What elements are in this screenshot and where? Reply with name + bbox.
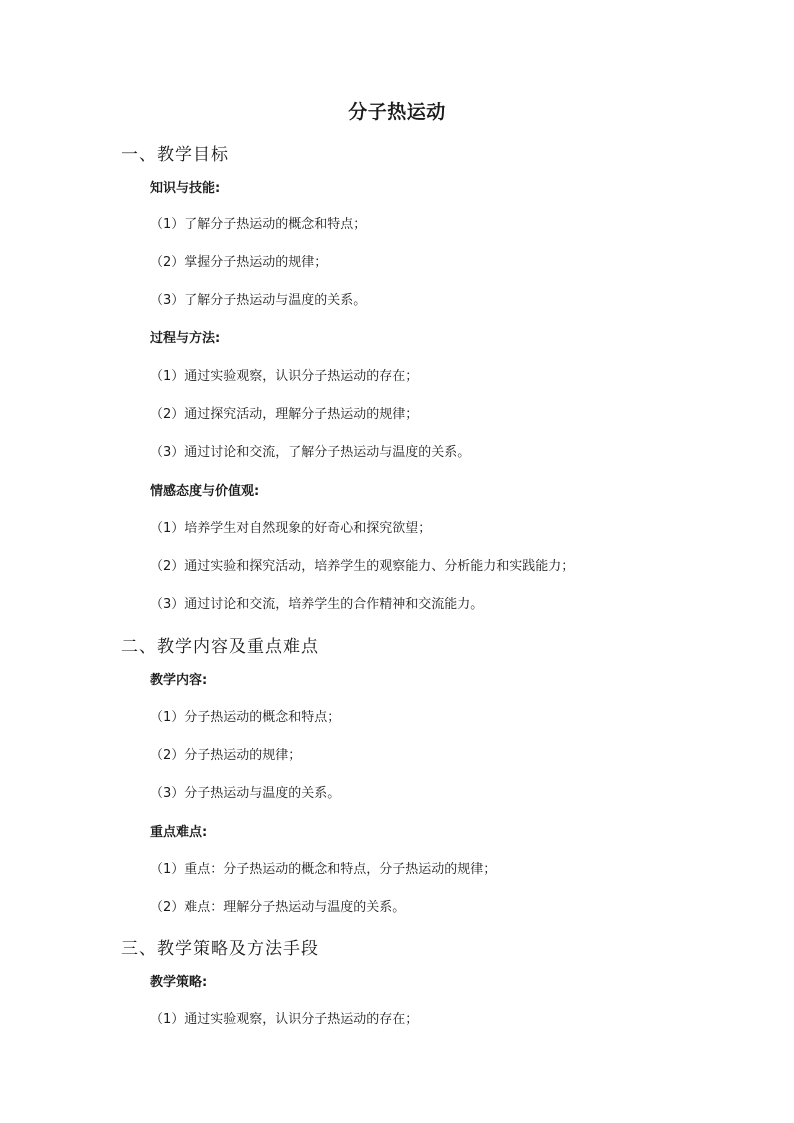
subheading-teaching-content: 教学内容: (150, 673, 208, 688)
list-item: （1）通过实验观察，认识分子热运动的存在； (150, 1012, 419, 1027)
list-item: （2）通过探究活动，理解分子热运动的规律； (150, 407, 419, 422)
list-item: （3）通过讨论和交流，培养学生的合作精神和交流能力。 (150, 597, 484, 612)
list-item: （2）通过实验和探究活动，培养学生的观察能力、分析能力和实践能力； (150, 559, 575, 574)
list-item: （2）掌握分子热运动的规律； (150, 255, 328, 270)
section-heading-strategy: 三、教学策略及方法手段 (121, 939, 319, 959)
list-item: （1）了解分子热运动的概念和特点； (150, 217, 367, 232)
list-item: （1）通过实验观察，认识分子热运动的存在； (150, 369, 419, 384)
list-item: （2）难点：理解分子热运动与温度的关系。 (150, 900, 406, 915)
section-heading-content: 二、教学内容及重点难点 (121, 637, 319, 657)
list-item: （3）通过讨论和交流，了解分子热运动与温度的关系。 (150, 445, 471, 460)
subheading-knowledge-skills: 知识与技能: (150, 181, 221, 196)
subheading-attitude-values: 情感态度与价值观: (150, 484, 260, 499)
document-title: 分子热运动 (348, 101, 446, 123)
subheading-teaching-strategy: 教学策略: (150, 975, 208, 990)
subheading-key-difficult-points: 重点难点: (150, 825, 208, 840)
list-item: （1）重点：分子热运动的概念和特点，分子热运动的规律； (150, 862, 497, 877)
list-item: （1）分子热运动的概念和特点； (150, 710, 341, 725)
list-item: （2）分子热运动的规律； (150, 748, 302, 763)
list-item: （3）分子热运动与温度的关系。 (150, 786, 341, 801)
section-heading-objectives: 一、教学目标 (121, 145, 229, 165)
subheading-process-method: 过程与方法: (150, 331, 221, 346)
list-item: （1）培养学生对自然现象的好奇心和探究欲望； (150, 521, 432, 536)
list-item: （3）了解分子热运动与温度的关系。 (150, 293, 367, 308)
